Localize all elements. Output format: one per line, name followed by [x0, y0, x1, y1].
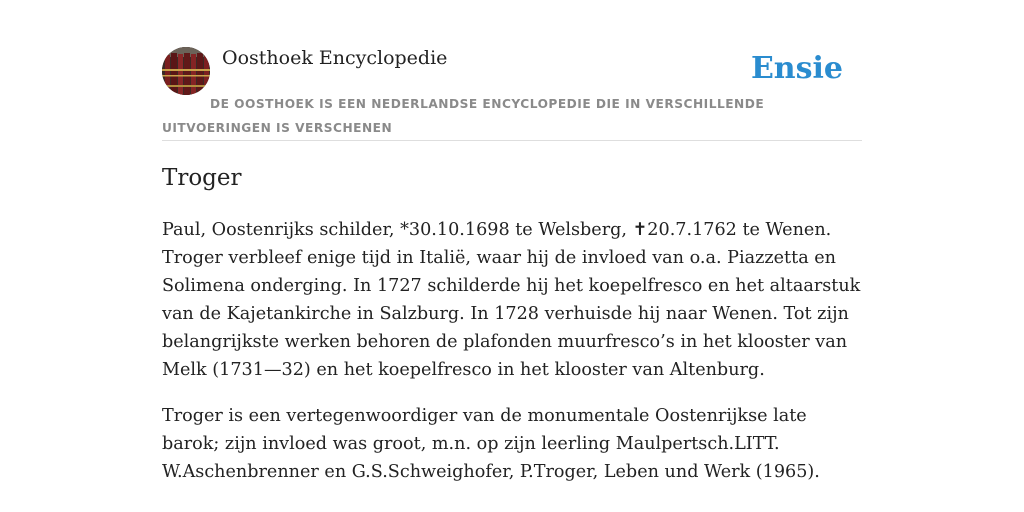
site-tagline: DE OOSTHOEK IS EEN NEDERLANDSE ENCYCLOPEDIE DIE IN VERSCHILLENDE UITVOERINGEN IS VERSCHENEN	[162, 97, 765, 135]
site-header	[162, 46, 862, 141]
article	[162, 160, 866, 486]
article-paragraph: Troger is een vertegenwoordiger van de monumentale Oostenrijkse late barok; zijn invloed was groot, m.n. op zijn leerling Maulpertsch.LITT. W.Aschenbrenner en G.S.Schweighofer, P.Troger, Leben und Werk (1965).	[162, 406, 820, 482]
brand-logo[interactable]: Ensie	[750, 51, 843, 86]
book-spines-icon	[162, 47, 210, 95]
article-paragraph: Paul, Oostenrijks schilder, *30.10.1698 te Welsberg, ✝20.7.1762 te Wenen. Troger verbleef enige tijd in Italië, waar hij de invloed van o.a. Piazzetta en Solimena onderging. In 1727 schilderde hij het koepelfresco en het altaarstuk van de Kajetankirche in Salzburg. In 1728 verhuisde hij naar Wenen. Tot zijn belangrijkste werken behoren de plafonden muurfresco’s in het klooster van Melk (1731—32) en het koepelfresco in het klooster van Altenburg.	[162, 220, 861, 380]
site-avatar[interactable]	[162, 47, 210, 95]
article-title: Troger	[162, 165, 242, 191]
site-title[interactable]: Oosthoek Encyclopedie	[222, 47, 448, 69]
